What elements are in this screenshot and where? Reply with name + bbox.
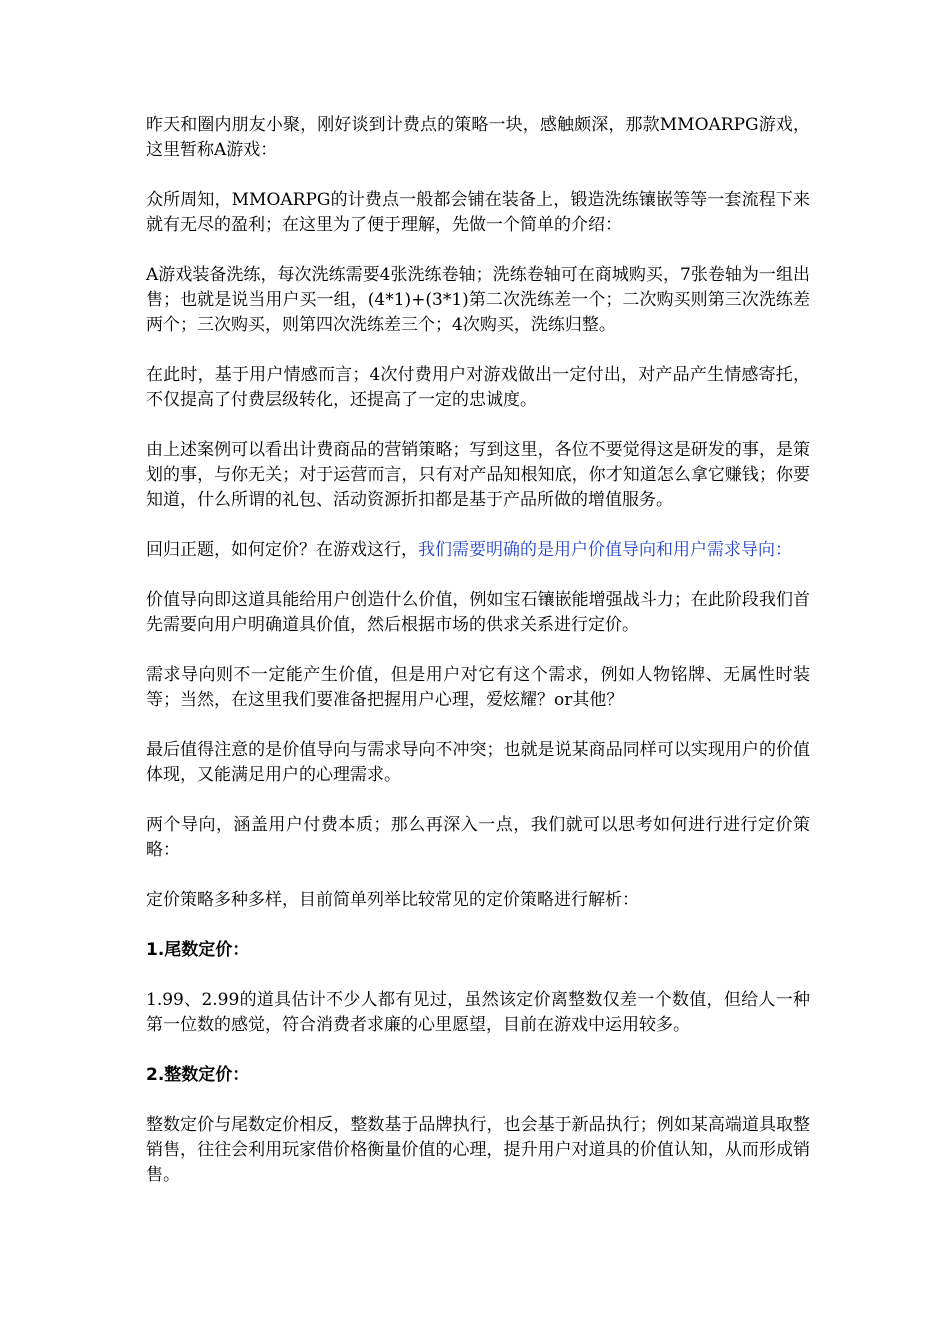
no-conflict-paragraph: 最后值得注意的是价值导向与需求导向不冲突；也就是说某商品同样可以实现用户的价值体现，又能满足用户的心理需求。 [146, 740, 810, 785]
intro-paragraph: 昨天和圈内朋友小聚，刚好谈到计费点的策略一块，感触颇深，那款MMOARPG游戏，这里暂称A游戏： [146, 115, 810, 160]
value-oriented-paragraph: 价值导向即这道具能给用户创造什么价值，例如宝石镶嵌能增强战斗力；在此阶段我们首先需要向用户明确道具价值，然后根据市场的供求关系进行定价。 [146, 590, 810, 635]
odd-pricing-paragraph: 1.99、2.99的道具估计不少人都有见过，虽然该定价离整数仅差一个数值，但给人一种第一位数的感觉，符合消费者求廉的心里愿望，目前在游戏中运用较多。 [146, 990, 810, 1035]
mmoarpg-paragraph: 众所周知，MMOARPG的计费点一般都会铺在装备上，锻造洗练镶嵌等等一套流程下来就有无尽的盈利；在这里为了便于理解，先做一个简单的介绍： [146, 190, 810, 235]
round-pricing-paragraph: 整数定价与尾数定价相反，整数基于品牌执行，也会基于新品执行；例如某高端道具取整销售，往往会利用玩家借价格衡量价值的心理，提升用户对道具的价值认知，从而形成销售。 [146, 1115, 810, 1185]
strategies-intro-paragraph: 定价策略多种多样，目前简单列举比较常见的定价策略进行解析： [146, 890, 639, 910]
pricing-question-text: 回归正题，如何定价？在游戏这行， [146, 540, 418, 560]
pricing-question-paragraph [146, 538, 810, 563]
document-body [146, 113, 810, 1213]
two-orientations-paragraph: 两个导向，涵盖用户付费本质；那么再深入一点，我们就可以思考如何进行进行定价策略： [146, 815, 810, 860]
demand-oriented-paragraph: 需求导向则不一定能产生价值，但是用户对它有这个需求，例如人物铭牌、无属性时装等；当然，在这里我们要准备把握用户心理，爱炫耀？or其他？ [146, 665, 810, 710]
section-heading-odd-pricing: 1.尾数定价： [146, 940, 250, 960]
marketing-strategy-paragraph: 由上述案例可以看出计费商品的营销策略；写到这里，各位不要觉得这是研发的事，是策划的事，与你无关；对于运营而言，只有对产品知根知底，你才知道怎么拿它赚钱；你要知道，什么所谓的礼包、活动资源折扣都是基于产品所做的增值服务。 [146, 440, 810, 510]
refining-example-paragraph: A游戏装备洗练，每次洗练需要4张洗练卷轴；洗练卷轴可在商城购买，7张卷轴为一组出售；也就是说当用户买一组，(4*1)+(3*1)第二次洗练差一个；二次购买则第三次洗练差两个；三次购买，则第四次洗练差三个；4次购买，洗练归整。 [146, 265, 810, 335]
highlighted-text: 我们需要明确的是用户价值导向和用户需求导向： [418, 540, 792, 560]
section-heading-round-pricing: 2.整数定价： [146, 1065, 250, 1085]
emotion-paragraph: 在此时，基于用户情感而言；4次付费用户对游戏做出一定付出，对产品产生情感寄托，不仅提高了付费层级转化，还提高了一定的忠诚度。 [146, 365, 810, 410]
